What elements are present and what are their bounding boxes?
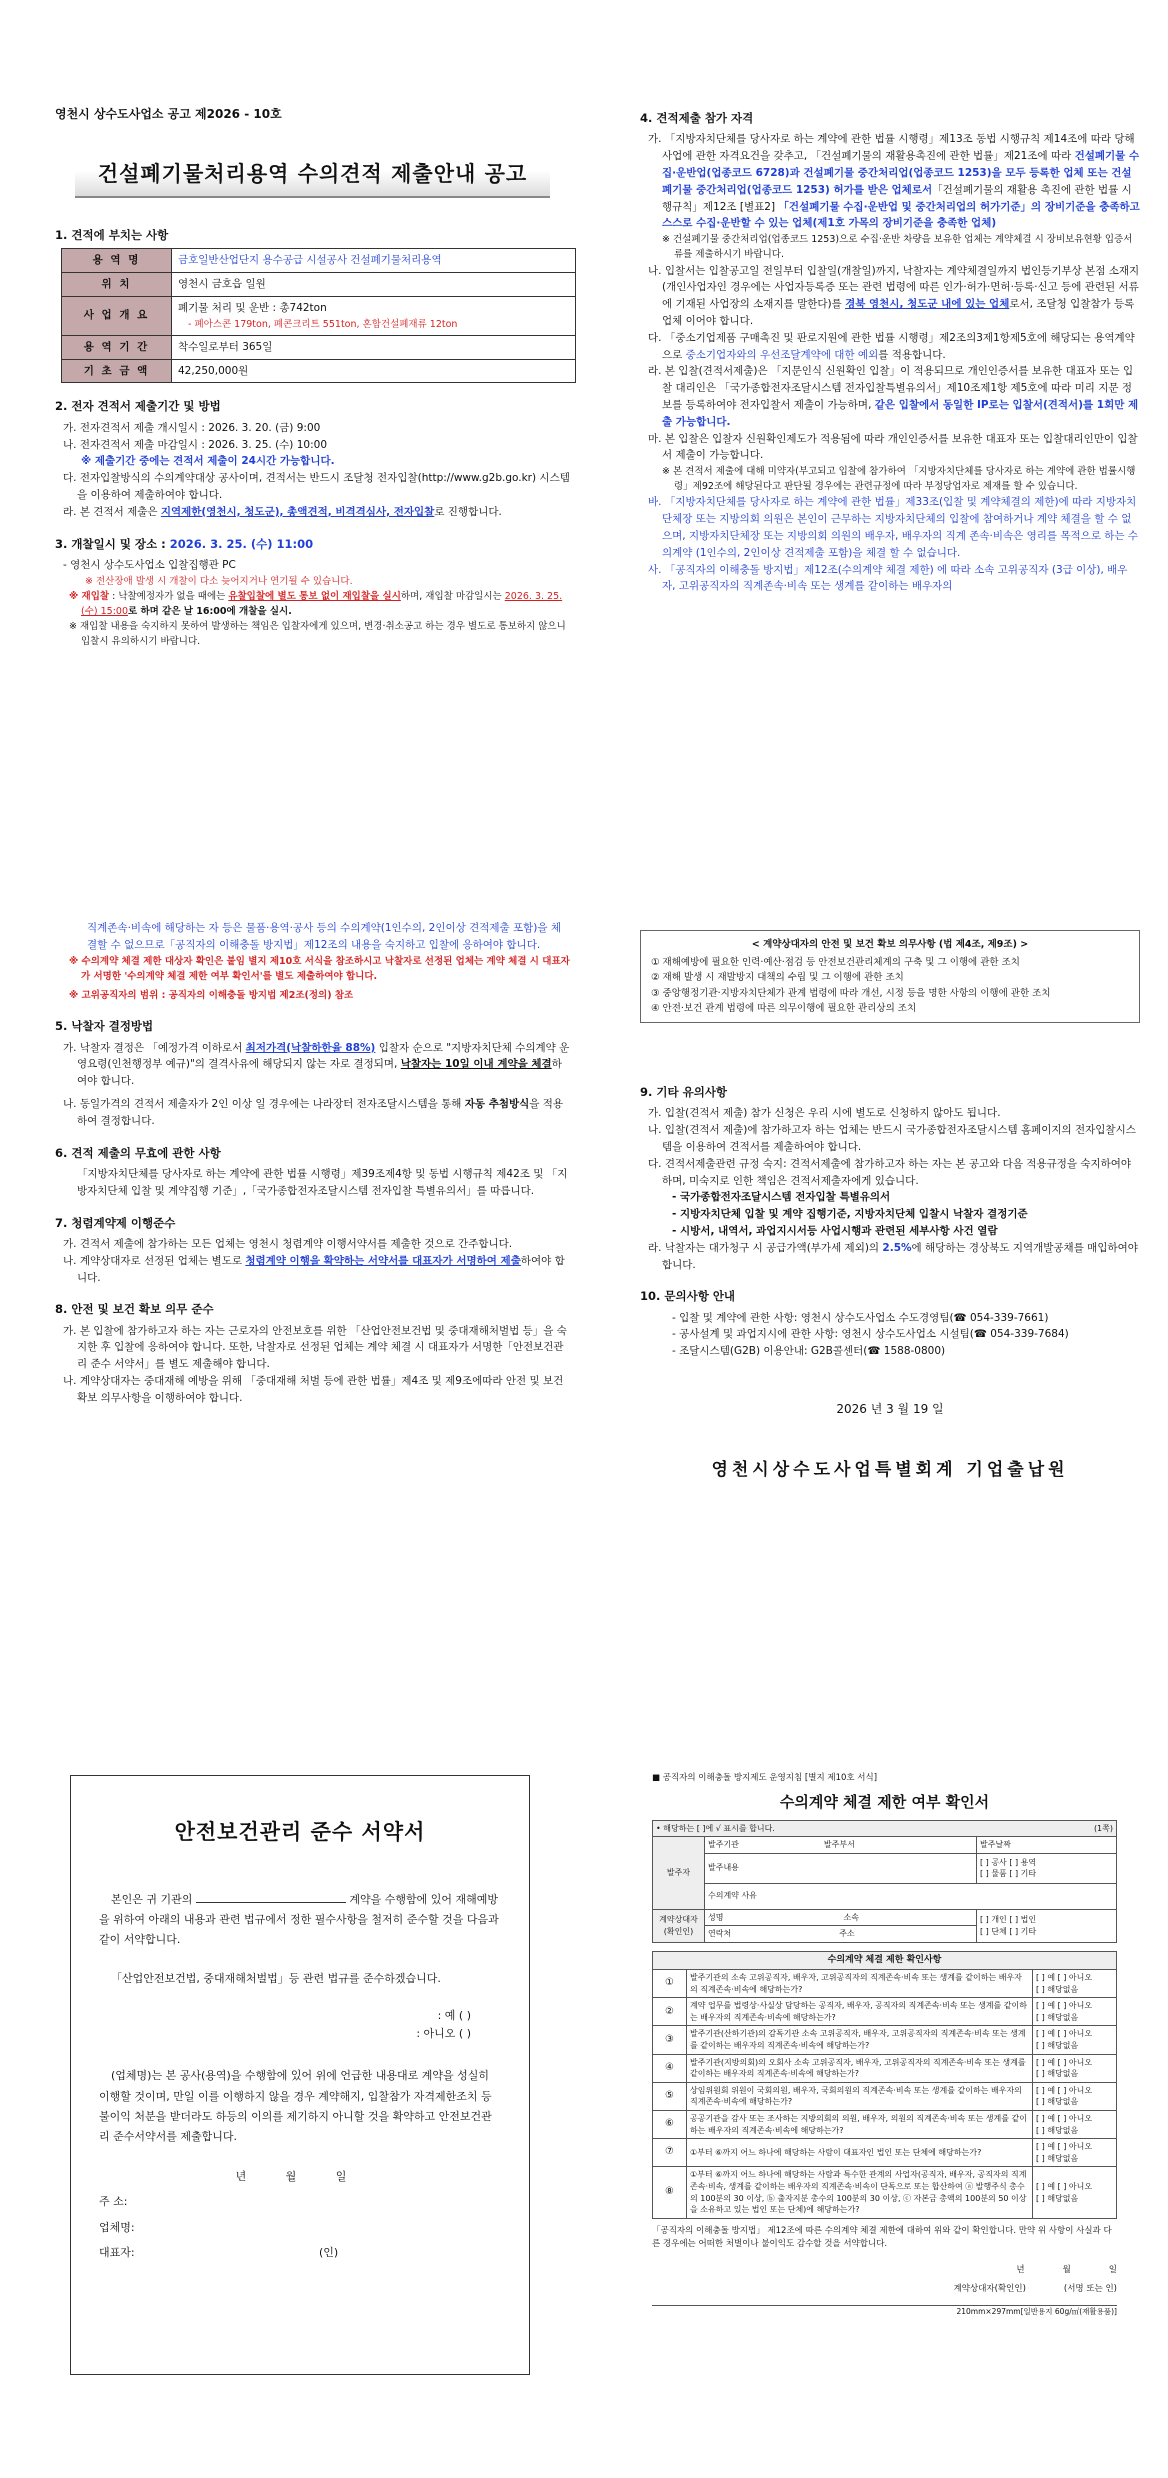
check-options[interactable]: [ ] 예 [ ] 아니오 [ ] 해당없음 [1033, 1998, 1117, 2026]
pledge-company-label: 업체명: [99, 2220, 135, 2234]
safety-duty-box [640, 930, 1140, 1023]
check-number: ④ [653, 2054, 687, 2082]
s3-rebid-note: ※ 재입찰 내용을 숙지하지 못하여 발생하는 책임은 입찰자에게 있으며, 변경·취소공고 하는 경우 별도로 통보하지 않으니 입찰시 유의하시기 바랍니다. [69, 621, 566, 648]
section-8-heading: 8. 안전 및 보건 확보 의무 준수 [55, 1302, 214, 1317]
s4-a-rest: 「건설폐기물의 재활용 촉진에 관한 법률 시행규칙」제12조 [별표2] [662, 183, 1132, 213]
section-9-heading: 9. 기타 유의사항 [640, 1084, 728, 1099]
pledge-paragraph-3: (업체명)는 본 공사(용역)을 수행함에 있어 위에 언급한 내용대로 계약을 성실히 이행할 것이며, 만일 이를 이행하지 않을 경우 계약해지, 입찰참가 자격제한조치 등 불이익 처분을 받더라도 하등의 이의를 제기하지 아니할 것을 확약하고 안전보건관리 준수서약서를 제출합니다. [99, 2069, 492, 2144]
s4-g-note2: ※ 고위공직자의 범위 : 공직자의 이해충돌 방지법 제2조(정의) 참조 [69, 989, 354, 1001]
s4-a-blue1: 건설폐기물 수집·운반업(업종코드 6728)과 건설폐기물 중간처리업(업종코드 1253)을 모두 등록한 업체 또는 건설폐기물 중간처리업(업종코드 1253) 허가를 받은 업체로서 [662, 150, 1140, 196]
s3-rebid-t1: : 낙찰예정자가 없을 때에는 [109, 590, 229, 602]
s4-c [648, 330, 1140, 364]
contract-restriction-form [652, 1772, 1117, 2318]
check-question: ①부터 ⑥까지 어느 하나에 해당하는 사람이 대표자인 법인 또는 단체에 해당하는가? [687, 2139, 1033, 2167]
orderer-date-cell[interactable]: 발주날짜 [977, 1837, 1117, 1854]
s5-b [63, 1096, 570, 1130]
form-instruction [653, 1820, 1117, 1837]
summary-value: 42,250,000원 [178, 364, 249, 377]
check-row [653, 2167, 1117, 2218]
pledge-address-row [99, 2193, 501, 2211]
check-row [653, 1998, 1117, 2026]
s5-a-t2: 입찰자 순으로 "지방자치단체 수의계약 운영요령(인천행정부 예규)"의 결격사유에 해당되지 않는 자로 결정되며, [77, 1041, 570, 1071]
summary-value-cell [172, 296, 576, 335]
form-page-no: (1쪽) [1093, 1823, 1113, 1833]
contractor-name-cell[interactable] [705, 1909, 977, 1926]
check-row [653, 2110, 1117, 2138]
s4-e-note: ※ 본 견적서 제출에 대해 미약자(부고되고 입찰에 참가하여 「지방자치단체를 당사자로 하는 계약에 관한 법률시행령」제92조에 해당된다고 판단될 경우에는 관련규정에 따라 부정당업자로 제재를 할 수 있습니다. [662, 466, 1136, 493]
contractor-affil-label: 소속 [843, 1912, 859, 1922]
contract-name-blank[interactable] [196, 1891, 346, 1903]
check-options[interactable]: [ ] 예 [ ] 아니오 [ ] 해당없음 [1033, 2110, 1117, 2138]
form-sign-seal[interactable]: (서명 또는 인) [1063, 2284, 1117, 2295]
section-1-heading: 1. 견적에 부치는 사항 [55, 227, 169, 242]
s5-b-bold: 자동 추첨방식 [464, 1097, 530, 1110]
pledge-title: 안전보건관리 준수 서약서 [174, 1820, 426, 1844]
form-date-row [652, 2264, 1117, 2278]
s5-b-text: 나. 동일가격의 견적서 제출자가 2인 이상 일 경우에는 나라장터 전자조달시스템을 통해 [63, 1097, 465, 1110]
check-number: ⑥ [653, 2110, 687, 2138]
s3-place: - 영천시 상수도사업소 입찰집행관 PC [63, 558, 236, 571]
s9-d-text: 라. 낙찰자는 대가청구 시 공급가액(부가세 제외)의 [648, 1241, 883, 1254]
orderer-dept-label: 발주부서 [823, 1840, 855, 1850]
s2-method: 다. 전자입찰방식의 수의계약대상 공사이며, 견적서는 반드시 조달청 전자입찰(http://www.g2b.go.kr) 시스템을 이용하여 제출하여야 합니다. [63, 472, 570, 501]
check-question: 발주기관(산하기관)의 감독기관 소속 고위공직자, 배우자, 고위공직자의 직계존속·비속 또는 생계를 같이하는 배우자의 직계존속·비속에 해당하는가? [687, 2026, 1033, 2054]
summary-key: 사 업 개 요 [62, 296, 172, 335]
form-day: 일 [1108, 2264, 1117, 2275]
summary-row [62, 272, 576, 296]
summary-key: 용 역 명 [62, 249, 172, 273]
check-row [653, 1970, 1117, 1998]
contractor-label: 계약상대자 (확인인) [653, 1909, 705, 1942]
s4-d-blue: 같은 입찰에서 동일한 IP로는 입찰서(견적서)를 1회만 제출 가능합니다. [662, 398, 1139, 428]
pledge-paragraph-2: 「산업안전보건법, 중대재해처벌법」등 관련 법규를 준수하겠습니다. [111, 1971, 441, 1985]
s10-contact: - 조달시스템(G2B) 이용안내: G2B콜센터(☎ 1588-0800) [672, 1345, 946, 1358]
form-header-table [652, 1820, 1117, 1943]
check-options[interactable]: [ ] 예 [ ] 아니오 [ ] 해당없음 [1033, 2026, 1117, 2054]
check-row [653, 2139, 1117, 2167]
s4-b-blue: 경북 영천시, 청도군 내에 있는 업체 [845, 298, 1010, 311]
s2-restrict-post: 로 진행합니다. [434, 505, 502, 518]
form-month: 월 [1062, 2264, 1071, 2275]
section-5-heading: 5. 낙찰자 결정방법 [55, 1019, 154, 1034]
s3-heading-date: 2026. 3. 25. (수) 11:00 [169, 536, 314, 551]
check-question: 발주기관의 소속 고위공직자, 배우자, 고위공직자의 직계존속·비속 또는 생계를 같이하는 배우자의 직계존속·비속에 해당하는가? [687, 1970, 1033, 1998]
check-number: ① [653, 1970, 687, 1998]
form-paper-size: 210mm×297mm[일반용지 60g/㎡(재활용품)] [652, 2305, 1117, 2318]
safety-pledge-form [70, 1775, 530, 2375]
s4-c-end: 를 적용합니다. [878, 348, 946, 361]
orderer-org-label: 발주기관 [708, 1840, 739, 1850]
s4-a-blue2: 「건설폐기물 수집·운반업 및 중간처리업의 허가기준」의 장비기준을 충족하고 스스로 수집·운반할 수 있는 업체(제1호 가목의 장비기준을 충족한 업체) [662, 200, 1140, 230]
pledge-address-label: 주 소: [99, 2195, 128, 2209]
orderer-org-cell[interactable] [705, 1837, 977, 1854]
s2-restrict [63, 504, 570, 521]
check-number: ⑦ [653, 2139, 687, 2167]
notice-title: 건설폐기물처리용역 수의견적 제출안내 공고 [75, 154, 550, 198]
check-options[interactable]: [ ] 예 [ ] 아니오 [ ] 해당없음 [1033, 2082, 1117, 2110]
pledge-company-row [99, 2219, 501, 2237]
check-number: ② [653, 1998, 687, 2026]
s4-d-text: 라. 본 입찰(견적서제출)은 「지문인식 신원확인 입찰」이 적용되므로 개인인증서를 보유한 대표자 또는 입찰 대리인은 「국가종합전자조달시스템 전자입찰특별유의서」제10조제1항 제5호에 따라 미리 지문 정보를 등록하여야 전자입찰서 제출이 가능하며, [648, 365, 1134, 411]
s2-start: 가. 전자견적서 제출 개시일시 : 2026. 3. 20. (금) 9:00 [63, 421, 321, 434]
summary-value-cell [172, 359, 576, 383]
contractor-name-label: 성명 [708, 1912, 724, 1922]
s2-restrict-pre: 라. 본 견적서 제출은 [63, 505, 161, 518]
form-check-table [652, 1951, 1117, 2219]
summary-key: 위 치 [62, 272, 172, 296]
contractor-contact-cell[interactable] [705, 1926, 977, 1943]
notice-right-column-2 [640, 920, 1140, 1484]
check-number: ⑤ [653, 2082, 687, 2110]
s8-a: 가. 본 입찰에 참가하고자 하는 자는 근로자의 안전보호를 위한 「산업안전보건법 및 중대재해처벌법 등」을 숙지한 후 입찰에 응하여야 합니다. 또한, 낙찰자로 선정된 업체는 계약 체결 시 대표자가 서명한「안전보건관리 준수 서약서」를 별도 제출해야 합니다. [63, 1324, 567, 1371]
s4-e: 마. 본 입찰은 입찰자 신원확인제도가 적용됨에 따라 개인인증서를 보유한 대표자 또는 입찰대리인만이 입찰서 제출이 가능합니다. [648, 432, 1138, 462]
s3-rebid-hl: 유찰입찰에 별도 통보 없이 재입찰을 실시 [228, 590, 401, 602]
summary-value-cell [172, 249, 576, 273]
check-row [653, 2054, 1117, 2082]
pledge-paragraph-1 [99, 1890, 501, 1951]
orderer-label: 발주자 [653, 1837, 705, 1910]
section-4-heading: 4. 견적제출 참가 자격 [640, 111, 754, 125]
check-question: 계약 업무를 법령상·사실상 담당하는 공직자, 배우자, 공직자의 직계존속·비속 또는 생계를 같이하는 배우자의 직계존속·비속에 해당하는가? [687, 1998, 1033, 2026]
section-7-heading: 7. 청렴계약제 이행준수 [55, 1215, 176, 1230]
form-title: 수의계약 체결 제한 여부 확인서 [779, 1792, 990, 1811]
contractor-address-label: 주소 [839, 1929, 855, 1939]
check-question: 발주기관(지방의회)의 오회사 소속 고위공직자, 배우자, 고위공직자의 직계존속·비속 또는 생계를 같이하는 배우자의 직계존속·비속에 해당하는가? [687, 2054, 1033, 2082]
check-options[interactable]: [ ] 예 [ ] 아니오 [ ] 해당없음 [1033, 2054, 1117, 2082]
form-sign-label: 계약상대자(확인인) [953, 2284, 1026, 2295]
notice-left-column [55, 105, 570, 650]
summary-row [62, 359, 576, 383]
summary-table [61, 248, 576, 383]
check-options[interactable]: [ ] 예 [ ] 아니오 [ ] 해당없음 [1033, 2167, 1117, 2218]
s3-rebid-date: 2026. 3. 25.(수) 15:00 [81, 590, 563, 618]
summary-value: 착수일로부터 365일 [178, 340, 273, 353]
check-question: ①부터 ⑥까지 어느 하나에 해당하는 사람과 특수한 관계의 사업자(공직자, 배우자, 공직자의 직계존속·비속, 생계를 같이하는 배우자의 직계존속·비속이 단독으로 또는 합산하여 ⓐ 발행주식 총수의 100분의 30 이상, ⓑ 출자지분 총수의 100분의 30 이상, ⓒ 자본금 총액의 100분의 50 이상을 소유하고 있는 법인 또는 단체)에 해당하는가? [687, 2167, 1033, 2218]
summary-key: 기 초 금 액 [62, 359, 172, 383]
s4-f: 바. 「지방자치단체를 당사자로 하는 계약에 관한 법률」제33조(입찰 및 계약체결의 제한)에 따라 지방자치단체장 또는 지방의회 의원은 본인이 근무하는 지방자치단체의 입찰에 참여하거나 계약 체결을 할 수 없으며, 지방자치단체장 또는 지방의회 의원의 배우자, 배우자의 직계 존속·비속은 영리를 목적으로 하는 수의계약 (1인수의, 2인이상 견적제출 포함)을 체결 할 수 없습니다. [648, 496, 1139, 559]
check-question: 상임위원회 위원이 국회의원, 배우자, 국회의원의 직계존속·비속 또는 생계를 같이하는 배우자의 직계존속·비속에 해당하는가? [687, 2082, 1033, 2110]
s3-rebid-t3: 로 하며 같은 날 16:00에 개찰을 실시. [128, 606, 292, 618]
pledge-yes-option[interactable]: : 예 ( ) [437, 2008, 471, 2022]
notice-left-column-2 [55, 920, 570, 1407]
summary-value: 금호일반산업단지 용수공급 시설공사 건설폐기물처리용역 [178, 254, 442, 267]
s4-b [648, 263, 1140, 330]
summary-row [62, 335, 576, 359]
form-declaration: 「공직자의 이해충돌 방지법」 제12조에 따른 수의계약 체결 제한에 대하여 위와 같이 확인합니다. 만약 위 사항이 사실과 다른 경우에는 어떠한 처벌이나 불이익도 감수할 것을 서약합니다. [652, 2225, 1112, 2250]
check-section-title: 수의계약 체결 제한 확인사항 [653, 1951, 1117, 1969]
form-year: 년 [1016, 2264, 1025, 2275]
s8-b: 나. 계약상대자는 중대재해 예방을 위해 「중대재해 처벌 등에 관한 법률」제4조 및 제9조에따라 안전 및 보건 확보 의무사항을 이행하여야 합니다. [63, 1375, 564, 1404]
summary-sub: - 폐아스콘 179ton, 폐콘크리트 551ton, 혼합건설폐재류 12ton [188, 318, 458, 330]
s4-a-text: 가. 「지방자치단체를 당사자로 하는 계약에 관한 법률 시행령」제13조 동법 시행규칙 제14조에 따라 당해 사업에 관한 자격요건을 갖추고, 「건설폐기물의 재활용촉진에 관한 법률」제21조에 따라 [648, 133, 1135, 163]
check-options[interactable]: [ ] 예 [ ] 아니오 [ ] 해당없음 [1033, 2139, 1117, 2167]
s7-a: 가. 견적서 제출에 참가하는 모든 업체는 영천시 청렴계약 이행서약서를 제출한 것으로 간주합니다. [63, 1237, 513, 1250]
s9-a: 가. 입찰(견적서 제출) 참가 신청은 우리 시에 별도로 신청하지 않아도 됩니다. [648, 1107, 1001, 1120]
s4-c-blue: 중소기업자와의 우선조달계약에 대한 예외 [685, 348, 879, 361]
safety-duty-item: ② 재해 발생 시 재발방지 대책의 수립 및 그 이행에 관한 조치 [651, 972, 904, 984]
summary-value-cell [172, 272, 576, 296]
s4-g-cont: 직계존속·비속에 해당하는 자 등은 물품·용역·공사 등의 수의계약(1인수의, 2인이상 견적제출 포함)을 체결할 수 없으므로「공직자의 이해충돌 방지법」제12조의 내용을 숙지하고 입찰에 응하여야 합니다. [87, 922, 561, 951]
s9-b: 나. 입찰(견적서 제출)에 참가하고자 하는 업체는 반드시 국가종합전자조달시스템 홈페이지의 전자입찰시스템을 이용하여 견적서를 제출하여야 합니다. [648, 1124, 1136, 1153]
contractor-type-options[interactable]: [ ] 개인 [ ] 법인 [ ] 단체 [ ] 기타 [977, 1909, 1117, 1942]
section-3-heading [55, 535, 570, 553]
s9-rule: - 지방자치단체 입찰 및 계약 집행기준, 지방자치단체 입찰시 낙찰자 결정기준 [672, 1208, 1028, 1221]
safety-duty-item: ③ 중앙행정기관·지방자치단체가 관계 법령에 따라 개선, 시정 등을 명한 사항의 이행에 관한 조치 [651, 987, 1051, 999]
s9-rule: - 시방서, 내역서, 과업지시서등 사업시행과 관련된 세부사항 사건 열람 [672, 1224, 998, 1237]
contract-reason-cell[interactable]: 수의계약 사유 [705, 1883, 1117, 1909]
summary-row [62, 249, 576, 273]
s4-b-text: 나. 입찰서는 입찰공고일 전일부터 입찰일(개찰일)까지, 낙찰자는 계약체결일까지 법인등기부상 본점 소재지(개인사업자인 경우에는 사업자등록증 또는 관련 법령에 따른 인가·허가·면허·등록·신고 등에 관련된 서류에 기재된 사업장의 소재지를 말한다)를 [648, 264, 1140, 311]
pledge-date: 년 월 일 [235, 2169, 365, 2183]
s9-d [648, 1240, 1140, 1274]
s4-g: 사. 「공직자의 이해충돌 방지법」제12조(수의계약 체결 제한) 에 따라 소속 고위공직자 (3급 이상), 배우자, 고위공직자의 직계존속·비속 또는 생계를 같이하는 배우자의 [648, 563, 1128, 593]
s3-rebid-t2: 하며, 재입찰 마감일시는 [400, 590, 505, 602]
check-number: ③ [653, 2026, 687, 2054]
s10-contact: - 공사설계 및 과업지시에 관한 사항: 영천시 상수도사업소 시설팀(☎ 054-339-7684) [672, 1328, 1069, 1341]
s5-b-end: 을 적용하여 결정합니다. [77, 1097, 564, 1127]
notice-right-column [640, 95, 1140, 595]
summary-value-cell [172, 335, 576, 359]
s4-b-end: 로서, 조달청 입찰참가 등록업체 이어야 합니다. [662, 298, 1135, 327]
section-2-heading: 2. 전자 견적서 제출기간 및 방법 [55, 399, 221, 414]
form-sign-row [652, 2283, 1117, 2297]
s6-text: 「지방자치단체를 당사자로 하는 계약에 관한 법률 시행령」제39조제4항 및 동법 시행규칙 제42조 및 「지방자치단체 입찰 및 계약집행 기준」,「국가종합전자조달시스템 전자입찰 특별유의서」를 따릅니다. [77, 1167, 568, 1197]
pledge-rep-label: 대표자: [99, 2246, 135, 2260]
s3-rebid [69, 589, 570, 619]
contractor-contact-label: 연락처 [708, 1929, 732, 1939]
pledge-rep-row [99, 2244, 501, 2262]
safety-duty-item: ① 재해예방에 필요한 인력·예산·점검 등 안전보건관리체계의 구축 및 그 이행에 관한 조치 [651, 957, 1020, 969]
s4-c-text: 다. 「중소기업제품 구매촉진 및 판로지원에 관한 법률 시행령」제2조의3제1항제5호에 해당되는 용역계약으로 [648, 331, 1135, 361]
s5-a [63, 1040, 570, 1090]
check-question: 공공기관을 감사 또는 조사하는 지방의회의 의원, 배우자, 의원의 직계존속·비속 또는 생계를 같이하는 배우자의 직계존속·비속에 해당하는가? [687, 2110, 1033, 2138]
summary-value: 폐기물 처리 및 운반 : 총742ton [178, 301, 327, 314]
safety-box-title: < 계약상대자의 안전 및 보건 확보 의무사항 (법 제4조, 제9조) > [751, 939, 1029, 950]
check-row [653, 2082, 1117, 2110]
s3-place-note: ※ 전산장애 발생 시 개찰이 다소 늦어지거나 연기될 수 있습니다. [85, 575, 353, 587]
section-6-heading: 6. 견적 제출의 무효에 관한 사항 [55, 1145, 221, 1160]
s5-a-t1: 가. 낙찰자 결정은 「예정가격 이하로서 [63, 1041, 246, 1054]
s9-d-end: 에 해당하는 경상북도 지역개발공채를 매입하여야 합니다. [662, 1241, 1138, 1271]
s9-c: 다. 견적서제출관련 규정 숙지: 견적서제출에 참가하고자 하는 자는 본 공고와 다음 적용규정을 숙지하여야 하며, 미숙지로 인한 책임은 견적서제출자에게 있습니다. [648, 1157, 1132, 1187]
s2-restrict-hl: 지역제한(영천시, 청도군), 총액견적, 비격격심사, 전자입찰 [160, 505, 435, 518]
summary-value: 영천시 금호읍 일원 [178, 277, 266, 290]
s3-heading-pre: 3. 개찰일시 및 장소 : [55, 536, 170, 551]
order-content-cell[interactable]: 발주내용 [705, 1853, 977, 1883]
summary-key: 용 역 기 간 [62, 335, 172, 359]
check-number: ⑧ [653, 2167, 687, 2218]
pledge-no-option[interactable]: : 아니오 ( ) [416, 2026, 471, 2040]
form-reference: ■ 공직자의 이해충돌 방지제도 운영지침 [별지 제10호 서식] [652, 1773, 878, 1783]
s5-a-u: 낙찰자는 10일 이내 계약을 체결 [400, 1058, 552, 1071]
s7-b-end: 하여야 합니다. [77, 1254, 565, 1284]
s7-b-blue: 청렴계약 이행을 확약하는 서약서를 대표자가 서명하여 제출 [245, 1254, 521, 1267]
s4-d [648, 363, 1140, 430]
s4-g-note1: ※ 수의계약 체결 제한 대상자 확인은 붙임 별지 제10호 서식을 참조하시고 낙찰자로 선정된 업체는 계약 체결 시 대표자가 서명한 '수의계약 체결 제한 여부 확인서'를 별도 제출하여야 합니다. [69, 955, 570, 982]
pledge-seal: (인) [319, 2246, 339, 2260]
s9-d-blue: 2.5% [882, 1241, 912, 1254]
s2-end: 나. 전자견적서 제출 마감일시 : 2026. 3. 25. (수) 10:00 [63, 438, 328, 451]
issuing-organization: 영천시상수도사업특별회계 기업출납원 [711, 1460, 1069, 1481]
s4-a [648, 131, 1140, 232]
notice-number: 영천시 상수도사업소 공고 제2026 - 10호 [55, 107, 282, 121]
s7-b [63, 1253, 570, 1287]
pledge-p1b: 계약을 수행함에 있어 재해예방을 위하여 아래의 내용과 관련 법규에서 정한 필수사항을 철저히 준수할 것을 다음과 같이 서약합니다. [99, 1892, 499, 1947]
s9-rule: - 국가종합전자조달시스템 전자입찰 특별유의서 [672, 1191, 891, 1204]
section-10-heading: 10. 문의사항 안내 [640, 1289, 736, 1304]
s10-contact: - 입찰 및 계약에 관한 사항: 영천시 상수도사업소 수도경영팀(☎ 054-339-7661) [672, 1311, 1049, 1324]
pledge-p1a: 본인은 귀 기관의 [111, 1892, 193, 1906]
form-instruction-text: • 해당하는 [ ]에 √ 표시를 합니다. [656, 1823, 775, 1833]
order-type-options[interactable]: [ ] 공사 [ ] 용역 [ ] 물품 [ ] 기타 [977, 1853, 1117, 1883]
s2-note: ※ 제출기간 중에는 견적서 제출이 24시간 가능합니다. [81, 455, 335, 468]
safety-duty-item: ④ 안전·보건 관계 법령에 따른 의무이행에 필요한 관리상의 조치 [651, 1002, 917, 1014]
s7-b-text: 나. 계약상대자로 선정된 업체는 별도로 [63, 1254, 246, 1267]
s4-a-note: ※ 건설폐기물 중간처리업(업종코드 1253)으로 수집·운반 차량을 보유한 업체는 계약체결 시 장비보유현황 입증서류를 제출하시기 바랍니다. [662, 234, 1133, 261]
check-row [653, 2026, 1117, 2054]
s5-a-t3: 하여야 합니다. [77, 1058, 562, 1088]
notice-date: 2026 년 3 월 19 일 [836, 1402, 944, 1417]
s5-a-hl: 최저가격(낙찰하한율 88%) [245, 1041, 376, 1054]
check-options[interactable]: [ ] 예 [ ] 아니오 [ ] 해당없음 [1033, 1970, 1117, 1998]
s3-rebid-label: ※ 재입찰 [69, 590, 110, 602]
summary-row [62, 296, 576, 335]
